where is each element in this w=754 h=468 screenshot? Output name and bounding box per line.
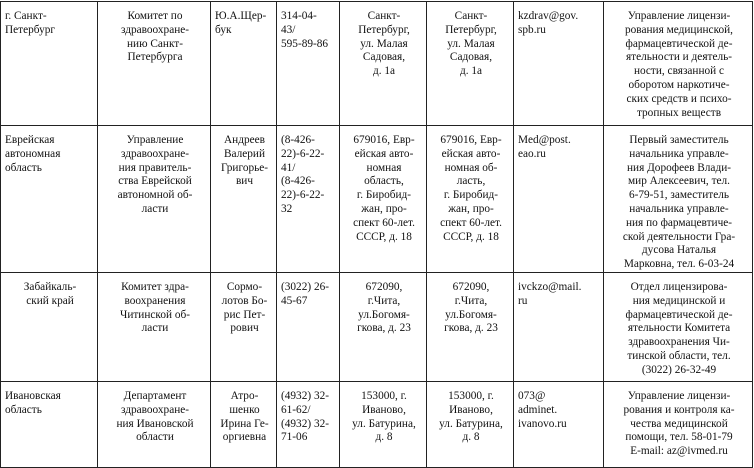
postal-address-cell: 679016, Евр- ейская авто- номная об- ласть, г. Биробид- жан, про- спект 60-лет. СССР, д. 18 bbox=[427, 126, 514, 273]
licensing-unit-cell: Отдел лицензирова- ния медицинской и фармацевтической де- ятельности Комитета здравоохранения Чи- тинской области, тел. (3022) 26-32-49 bbox=[604, 272, 753, 381]
authority-cell: Комитет здра- воохранения Читинской об- ласти bbox=[98, 272, 211, 381]
phone-cell: (4932) 32- 61-62/ (4932) 32- 71-06 bbox=[277, 381, 340, 467]
postal-address-cell: 153000, г. Иваново, ул. Батурина, д. 8 bbox=[427, 381, 514, 467]
head-cell: Атро- шенко Ирина Ге- оргиевна bbox=[211, 381, 277, 467]
region-cell: Забайкаль- ский край bbox=[1, 272, 98, 381]
head-cell: Ю.А.Щер- бук bbox=[211, 2, 277, 126]
table-row bbox=[1, 2, 753, 126]
email-cell: kzdrav@gov. spb.ru bbox=[514, 2, 604, 126]
region-cell: г. Санкт- Петербург bbox=[1, 2, 98, 126]
licensing-unit-cell: Управление лицензи- рования и контроля ка- чества медицинской помощи, тел. 58-01-79 E-mail: az@ivmed.ru bbox=[604, 381, 753, 467]
email-cell: ivckzo@mail. ru bbox=[514, 272, 604, 381]
authority-cell: Департамент здравоохране- ния Ивановской области bbox=[98, 381, 211, 467]
head-cell: Андреев Валерий Григорье- вич bbox=[211, 126, 277, 273]
region-cell: Ивановская область bbox=[1, 381, 98, 467]
table-row bbox=[1, 381, 753, 467]
licensing-unit-cell: Управление лицензи- рования медицинской, фармацевтической де- ятельности и деятель- ности, связанной с оборотом наркотиче- ских средств и психо- тропных веществ bbox=[604, 2, 753, 126]
table-row bbox=[1, 272, 753, 381]
email-cell: Med@post. eao.ru bbox=[514, 126, 604, 273]
licensing-unit-cell: Первый заместитель начальника управле- ния Дорофеев Влади- мир Алексеевич, тел. 6-79-51, заместитель начальника управле- ния по фармацевтиче- ской деятельности Гра- дусова Наталья Марковна, тел. 6-03-24 bbox=[604, 126, 753, 273]
legal-address-cell: 153000, г. Иваново, ул. Батурина, д. 8 bbox=[340, 381, 427, 467]
authority-cell: Управление здравоохране- ния правитель- ства Еврейской автономной об- ласти bbox=[98, 126, 211, 273]
head-cell: Сормо- лотов Бо- рис Пет- рович bbox=[211, 272, 277, 381]
legal-address-cell: 672090, г.Чита, ул.Богомя- гкова, д. 23 bbox=[340, 272, 427, 381]
postal-address-cell: 672090, г.Чита, ул.Богомя- гкова, д. 23 bbox=[427, 272, 514, 381]
region-cell: Еврейская автономная область bbox=[1, 126, 98, 273]
licensing-authorities-table bbox=[0, 1, 753, 468]
legal-address-cell: 679016, Евр- ейская авто- номная область, г. Биробид- жан, про- спект 60-лет. СССР, д. 18 bbox=[340, 126, 427, 273]
table-row bbox=[1, 126, 753, 273]
phone-cell: 314-04- 43/ 595-89-86 bbox=[277, 2, 340, 126]
phone-cell: (8-426- 22)-6-22- 41/ (8-426- 22)-6-22- 32 bbox=[277, 126, 340, 273]
postal-address-cell: Санкт- Петербург, ул. Малая Садовая, д. 1а bbox=[427, 2, 514, 126]
authority-cell: Комитет по здравоохране- нию Санкт- Петербурга bbox=[98, 2, 211, 126]
legal-address-cell: Санкт- Петербург, ул. Малая Садовая, д. 1а bbox=[340, 2, 427, 126]
email-cell: 073@ adminet. ivanovo.ru bbox=[514, 381, 604, 467]
phone-cell: (3022) 26- 45-67 bbox=[277, 272, 340, 381]
